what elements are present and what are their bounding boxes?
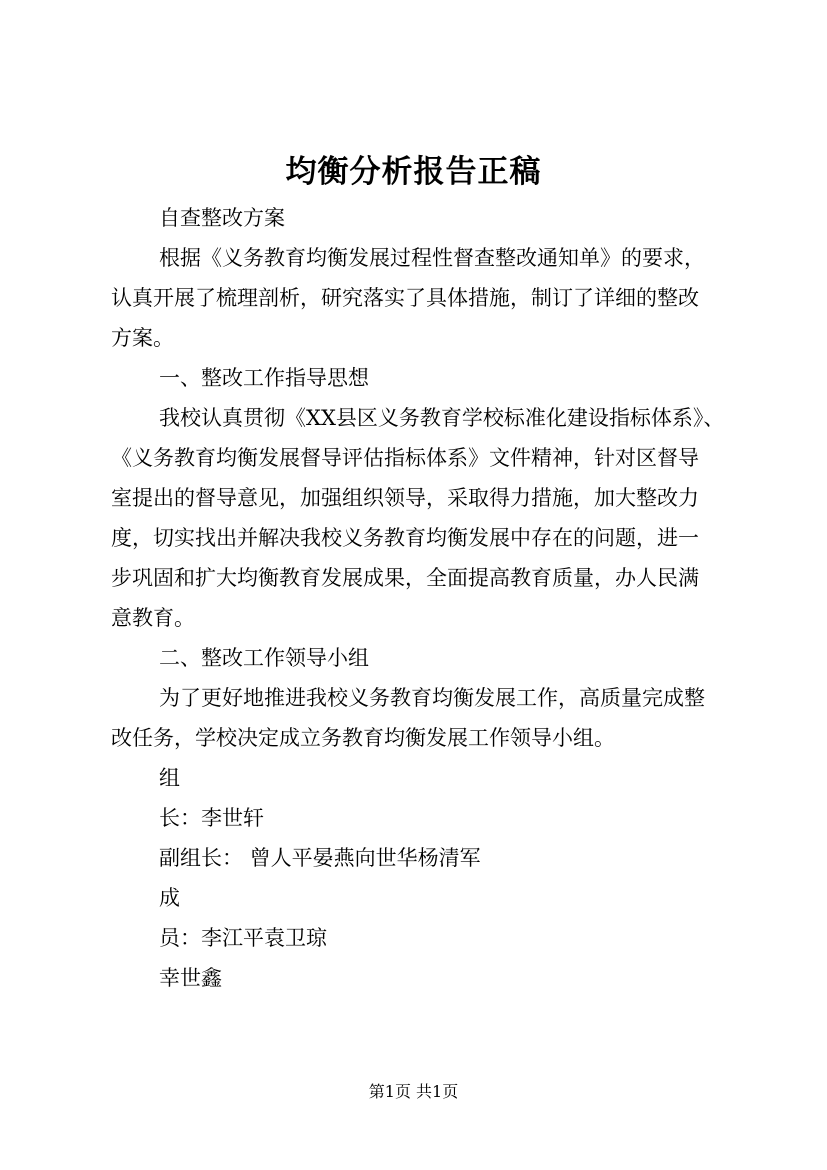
text-line: 根据《义务教育均衡发展过程性督查整改通知单》的要求， (159, 246, 705, 270)
member-line: 组 (159, 766, 180, 790)
text-line: 《义务教育均衡发展督导评估指标体系》文件精神，针对区督导 (111, 446, 699, 470)
text-line: 步巩固和扩大均衡教育发展成果，全面提高教育质量，办人民满 (111, 566, 699, 590)
text-line: 室提出的督导意见，加强组织领导，采取得力措施，加大整改力 (111, 486, 699, 510)
text-line: 方案。 (111, 326, 174, 350)
text-line: 改任务，学校决定成立务教育均衡发展工作领导小组。 (111, 726, 615, 750)
member-line: 员：李江平袁卫琼 (159, 926, 327, 950)
text-line: 认真开展了梳理剖析，研究落实了具体措施，制订了详细的整改 (111, 286, 699, 310)
subtitle: 自查整改方案 (159, 206, 285, 230)
section2-paragraph (111, 678, 726, 758)
member-line: 副组长： 曾人平晏燕向世华杨清军 (159, 846, 481, 870)
intro-paragraph (111, 238, 726, 358)
section1-paragraph (111, 398, 726, 638)
document-body (111, 198, 726, 998)
text-line: 我校认真贯彻《XX县区义务教育学校标准化建设指标体系》、 (159, 406, 725, 430)
text-line: 度，切实找出并解决我校义务教育均衡发展中存在的问题，进一 (111, 526, 699, 550)
member-list (111, 758, 726, 998)
document-title: 均衡分析报告正稿 (285, 154, 542, 190)
member-line: 成 (159, 886, 180, 910)
text-line: 意教育。 (111, 606, 195, 630)
member-line: 长：李世轩 (159, 806, 264, 830)
section-heading: 二、整改工作领导小组 (159, 646, 369, 670)
section-heading: 一、整改工作指导思想 (159, 366, 369, 390)
member-line: 幸世鑫 (159, 966, 222, 990)
text-line: 为了更好地推进我校义务教育均衡发展工作，高质量完成整 (159, 686, 705, 710)
page-number: 第1页 共1页 (368, 1082, 459, 1101)
